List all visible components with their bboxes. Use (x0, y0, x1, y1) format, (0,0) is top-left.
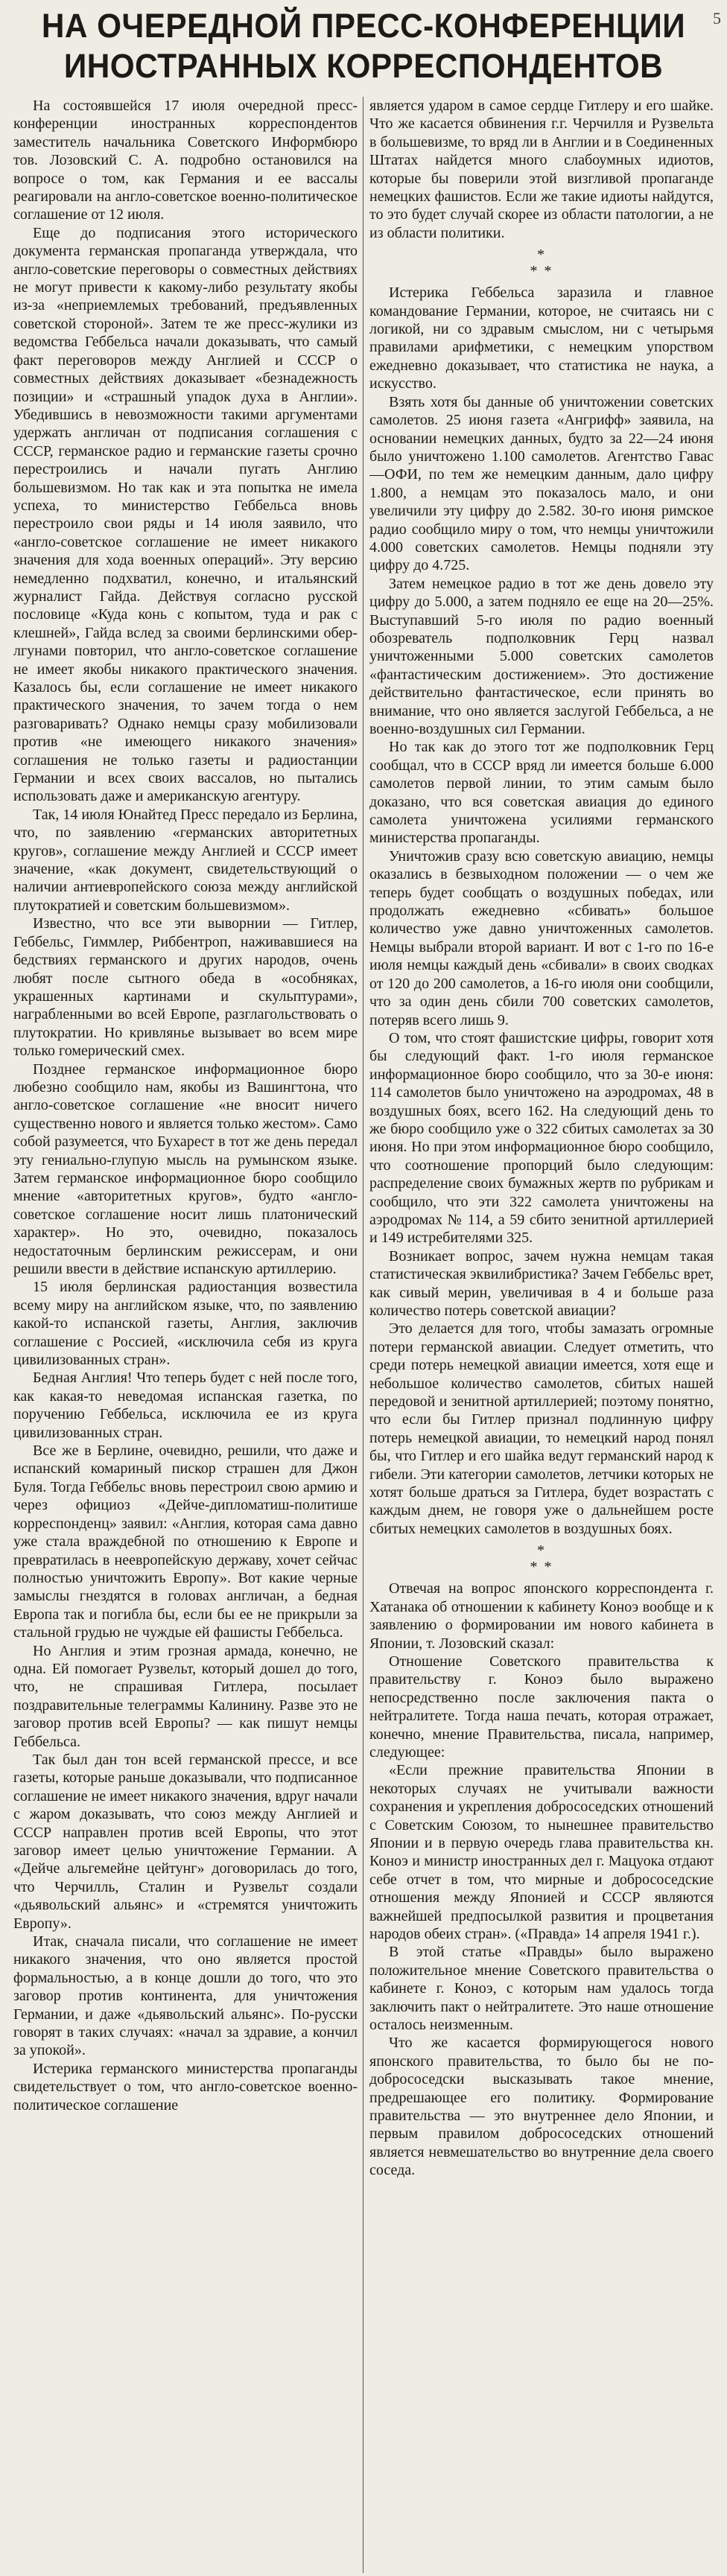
right-column (369, 97, 714, 2573)
paragraph: Это делается для того, чтобы замазать огромные потери германской авиации. Следует отметить, что среди потерь немецкой авиации имеется, хотя еще и небольшое количество самолетов, сбитых нашей передовой и зенитной артиллерией; поэтому понятно, что если бы Гитлер признал подлинную цифру потерь немецкой авиации, то немецкий народ понял бы, что Гитлер и его шайка ведут германский народ к гибели. Эти категории самолетов, летчики которых не хотят больше драться за Гитлера, будет возрастать с каждым днем, не говоря уже о дальнейшем росте сбитых немецких самолетов в воздушных боях. (369, 1320, 714, 1537)
paragraph: Отношение Советского правительства к правительству г. Коноэ было выражено непосредственно после заключения пакта о нейтралитете. Тогда наша печать, которая отражает, конечно, мнение Правительства, писала, например, следующее: (369, 1653, 714, 1761)
paragraph: Так, 14 июля Юнайтед Пресс передало из Берлина, что, по заявлению «германских авторитетных кругов», соглашение между Англией и СССР имеет значение, «как документ, свидетельствующий о наличии антиевропейского союза между английской плутократией и советским большевизмом». (13, 806, 358, 914)
paragraph: Но Англия и этим грозная армада, конечно, не одна. Ей помогает Рузвельт, который дошел до того, что, не спрашивая Гитлера, посылает поздравительные телеграммы Калинину. Разве это не заговор против всей Европы? — как пишут немцы Геббельса. (13, 1642, 358, 1750)
paragraph: Так был дан тон всей германской прессе, и все газеты, которые раньше доказывали, что подписанное соглашение не имеет никакого значения, вдруг начали с жаром доказывать, что союз между Англией и СССР направлен против всей Европы, что этот заговор имеет целью уничтожение Германии. А «Дейче альгемейне цейтунг» договорилась до того, что Черчилль, Сталин и Рузвельт создали «дьявольский альянс» и «стремятся уничтожить Европу». (13, 1751, 358, 1932)
paragraph: Бедная Англия! Что теперь будет с ней после того, как какая-то неведомая испанская газетка, по поручению Геббельса, исключила ее из круга цивилизованных стран. (13, 1370, 358, 1441)
headline-line-1: НА ОЧЕРЕДНОЙ ПРЕСС-КОНФЕРЕНЦИИ (41, 7, 686, 45)
column-rule (358, 97, 369, 2573)
paragraph: О том, что стоят фашистские цифры, говорит хотя бы следующий факт. 1-го июля германское информационное бюро сообщило, что за 30-е июня: 114 самолетов было уничтожено на аэродромах, 48 в воздушных боях, всего 162. На следующий день то же бюро сообщило уже о 322 сбитых самолетах за 30 июня. Но при этом информационное бюро сообщило, что соотношение пропорций было следующим: распределение своих бумажных жертв по рубрикам и сообщило, что эти 322 самолета уничтожены на аэродромах № 114, а 59 сбито зенитной артиллерией и 149 истребителями 325. (369, 1029, 714, 1247)
corner-mark: 5 (713, 9, 721, 28)
right-column-section-2 (369, 284, 714, 1538)
paragraph: Истерика германского министерства пропаганды свидетельствует о том, что англо-советское военно-политическое соглашение (13, 2060, 358, 2114)
paragraph: «Если прежние правительства Японии в некоторых случаях не учитывали важности сохранения и укрепления добрососедских отношений с Советским Союзом, то нынешнее правительство Японии и в первую очередь глава правительства кн. Коноэ и министр иностранных дел г. Мацуока отдают себе отчет в том, что мирные и добрососедские отношения между Японией и СССР являются важнейшей предпосылкой развития и процветания народов обеих стран». («Правда» 14 апреля 1941 г.). (369, 1762, 714, 1942)
paragraph: На состоявшейся 17 июля очередной пресс-конференции иностранных корреспондентов заместитель начальника Советского Информбюро тов. Лозовский С. А. подробно остановился на вопросе о том, как Германия и ее вассалы реагировали на англо-советское военно-политическое соглашение от 12 июля. (13, 98, 358, 223)
article-body (13, 97, 714, 2573)
section-ornament-1: * * * (530, 247, 553, 280)
paragraph: является ударом в самое сердце Гитлеру и его шайке. Что же касается обвинения г.г. Черчилля и Рузвельта в большевизме, то вряд ли в Англии и в Соединенных Штатах найдется много слабоумных идиотов, которые бы поверили этой визгливой пропаганде немецких фашистов. Если же такие идиоты найдутся, то это будет случай скорее из области патологии, а не из области политики. (369, 98, 714, 241)
headline (34, 6, 693, 86)
paragraph: Все же в Берлине, очевидно, решили, что даже и испанский комариный пискор страшен для Джон Буля. Тогда Геббельс вновь перестроил свою армию и через официоз «Дейче-дипломатиш-политише корреспонденц» заявил: «Англия, которая сама давно уже стала враждебной по отношению к Европе и превратилась в неевропейскую державу, хочет сейчас полностью уничтожить Европу». Вот какие черные замыслы гнездятся в головах англичан, а бедная Европа так и погибла бы, если бы ее не прикрыли за стальной грудью не чуждые ей фашисты Геббельса. (13, 1443, 358, 1641)
paragraph: Что же касается формирующегося нового японского правительства, то было бы не по-добрососедски высказывать такое мнение, предрешающее его политику. Формирование правительства — это внутреннее дело Японии, и первым правилом добрососедских отношений является невмешательство во внутренние дела своего соседа. (369, 2035, 714, 2179)
paragraph: Возникает вопрос, зачем нужна немцам такая статистическая эквилибристика? Зачем Геббельс врет, как сивый мерин, увеличивая в 4 и больше раза количество потерь советской авиации? (369, 1247, 714, 1319)
paragraph: Затем немецкое радио в тот же день довело эту цифру до 5.000, а затем подняло ее еще на 20—25%. Выступавший 5-го июля по радио военный обозреватель подполковник Герц назвал уничтоженными 5.000 советских самолетов «фантастическим достижением». Это достижение действительно фантастическое, если принять во внимание, что оно является заслугой Геббельса, а не военно-воздушных сил Германии. (369, 575, 714, 737)
paragraph: Отвечая на вопрос японского корреспондента г. Хатанака об отношении к кабинету Коноэ вообще и к заявлению о формировании им нового кабинета в Японии, т. Лозовский сказал: (369, 1580, 714, 1652)
paragraph: Взять хотя бы данные об уничтожении советских самолетов. 25 июня газета «Ангрифф» заявила, на основании немецких данных, будто за 22—24 июня было уничтожено 1.100 самолетов. Агентство Гавас—ОФИ, по тем же немецким данным, дало цифру 1.800, а немцам это показалось мало, и они увеличили эту цифру до 2.582. 30-го июня римское радио сообщило миру о том, что немцы уничтожили 4.000 советских самолетов. Немцы подняли эту цифру до 4.725. (369, 393, 714, 574)
paragraph: 15 июля берлинская радиостанция возвестила всему миру на английском языке, что, по заявлению какой-то испанской газеты, Англия, заключив соглашение с Россией, «исключила себя из круга цивилизованных стран». (13, 1279, 358, 1369)
paragraph: Истерика Геббельса заразила и главное командование Германии, которое, не считаясь ни с логикой, ни со здравым смыслом, ни с четырьмя правилами арифметики, с немецким упорством ежедневно доказывает, что статистика не наука, а искусство. (369, 284, 714, 392)
section-ornament-2: * * * (530, 1542, 553, 1576)
right-column-section-3 (369, 1580, 714, 2179)
paragraph: Известно, что все эти выворнии — Гитлер, Геббельс, Гиммлер, Риббентроп, наживавшиеся на бедствиях германского и других народов, очень любят после сытного обеда в «особняках, украшенных картинами и скульптурами», награбленными во всей Европе, разглагольствовать о плутократии. Но кривлянье вызывает во всем мире только гомерический смех. (13, 915, 358, 1060)
right-column-section-1 (369, 97, 714, 242)
left-column (13, 97, 358, 2573)
headline-line-2: ИНОСТРАННЫХ КОРРЕСПОНДЕНТОВ (63, 47, 664, 85)
paragraph: Но так как до этого тот же подполковник Герц сообщал, что в СССР вряд ли имеется больше 6.000 самолетов первой линии, то этим самым было доказано, что вся советская авиация до единого самолета уничтожена усилиями германского министерства пропаганды. (369, 739, 714, 847)
paragraph: В этой статье «Правды» было выражено положительное мнение Советского правительства о кабинете г. Коноэ, с которым нам удалось тогда заключить пакт о нейтралитете. Это наше отношение осталось неизменным. (369, 1944, 714, 2034)
paragraph: Еще до подписания этого исторического документа германская пропаганда утверждала, что англо-советские переговоры о совместных действиях не могут привести к какому-либо результату якобы из-за «неприемлемых требований, предъявленных советской стороной». Затем те же пресс-жулики из ведомства Геббельса начали доказывать, что самый факт переговоров между Англией и СССР о совместных действиях доказывает «безнадежность позиции» и «страшный упадок духа в Англии». Убедившись в невозможности такими аргументами удержать англичан от подписания соглашения с СССР, германское радио и германские газеты срочно перестроились и начали пугать Англию большевизмом. Но так как и эта попытка не имела успеха, то министерство Геббельса вновь перестроило свои ряды и 14 июля заявило, что «англо-советское соглашение не имеет никакого значения для хода военных операций». Эту версию немедленно подхватил, конечно, и итальянский журналист Гайда. Действуя согласно русской пословице «Куда конь с копытом, туда и рак с клешней», Гайда вслед за своими берлинскими обер-лгунами повторил, что англо-советское соглашение не имеет якобы никакого практического значения. Казалось бы, если соглашение не имеет никакого практического значения, то зачем тогда о нем разговаривать? Однако немцы сразу мобилизовали против «не имеющего никакого значения» соглашения не только газеты и радиостанции Германии и всех своих вассалов, но пытались использовать даже и американскую агентуру. (13, 224, 358, 805)
paragraph: Итак, сначала писали, что соглашение не имеет никакого значения, что оно является простой формальностью, а в конце дошли до того, что это заговор против континента, для уничтожения Германии, и даже «дьявольский альянс». По-русски говорят в таких случаях: «начал за здравие, а кончил за упокой». (13, 1933, 358, 2059)
paragraph: Позднее германское информационное бюро любезно сообщило нам, якобы из Вашингтона, что англо-советское соглашение «не вносит ничего существенно нового и является только жестом». Само собой разумеется, что Бухарест в тот же день передал эту гениально-глупую мысль на румынском языке. Затем германское информационное бюро сообщило мнение «авторитетных кругов», будто «англо-советское соглашение носит лишь платонический характер». Но это, очевидно, показалось недостаточным берлинским режиссерам, и они решили ввести в действие испанскую артиллерию. (13, 1060, 358, 1277)
paragraph: Уничтожив сразу всю советскую авиацию, немцы оказались в безвыходном положении — о чем же теперь будет сообщать о воздушных победах, или продолжать ежедневно «сбивать» большое количество уже давно уничтоженных самолетов. Немцы выбрали второй вариант. И вот с 1-го по 16-е июля немцы каждый день «сбивали» в своих сводках от 120 до 200 самолетов, а 16-го июля они сообщили, что за один день сбили 700 советских самолетов, потеряв всего лишь 9. (369, 847, 714, 1028)
newspaper-page (0, 6, 727, 2576)
